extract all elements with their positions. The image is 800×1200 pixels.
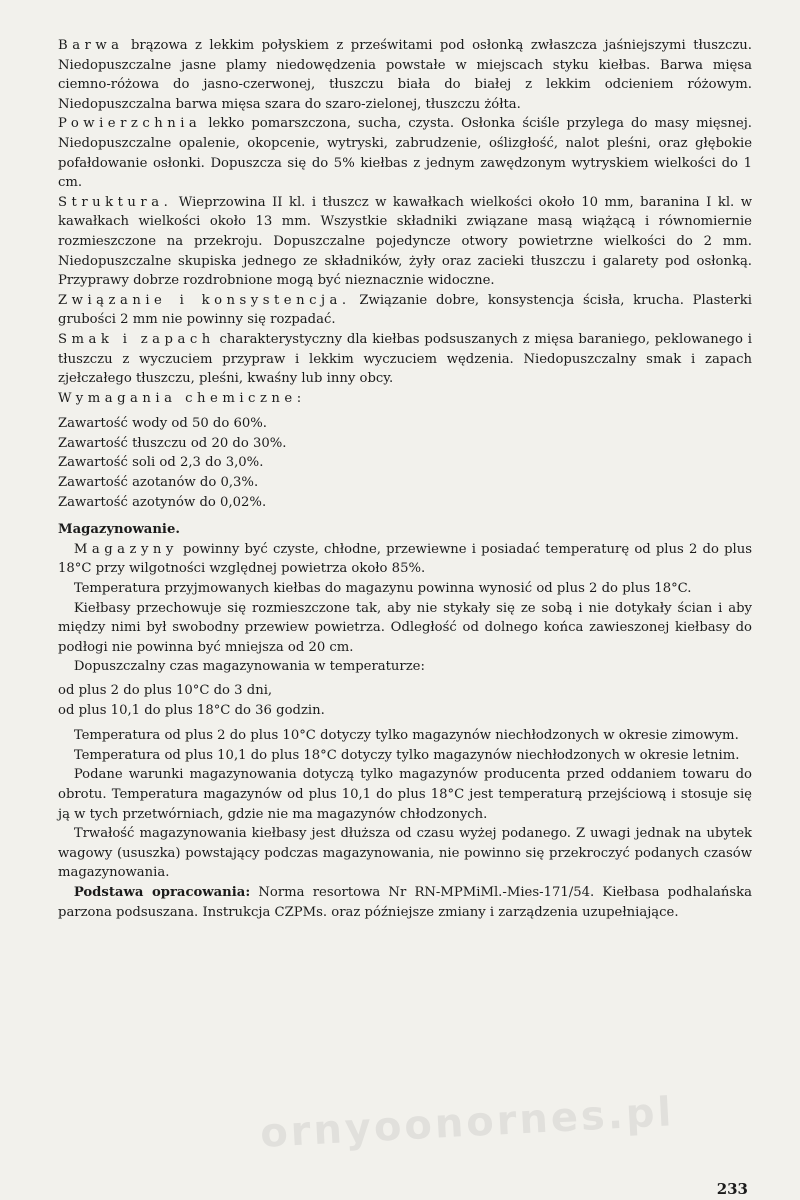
section-struktura xyxy=(58,193,752,291)
section-lead: Powierzchnia xyxy=(58,116,202,132)
section-barwa xyxy=(58,36,752,114)
chemical-heading: Wymagania chemiczne: xyxy=(58,390,306,406)
storage-time-list xyxy=(58,681,752,720)
section-text: brązowa z lekkim połyskiem z prześwitami pod osłonką zwłaszcza jaśniejszymi tłuszczu. Niedopuszczalne jasne plamy niedowędzenia powstałe w miejscach styku kiełbas. Barwa mięsa ciemno-różowa do jasno-czerwonej, tłuszczu biała do białej z lekkim odcieniem różowym. Niedopuszczalna barwa mięsa szara do szaro-zielonej, tłuszczu żółta. xyxy=(58,38,752,112)
list-item: Zawartość tłuszczu od 20 do 30%. xyxy=(58,435,287,451)
list-item: Zawartość azotanów do 0,3%. xyxy=(58,475,259,491)
storage-paragraph: Temperatura od plus 2 do plus 10°C dotyczy tylko magazynów niechłodzonych w okresie zimowym. xyxy=(73,728,739,744)
section-text: lekko pomarszczona, sucha, czysta. Osłonka ściśle przylega do masy mięsnej. Niedopuszczalne opalenie, okopcenie, wytryski, zabrudzenie, oślizgłość, nalot pleśni, oraz głębokie pofałdowanie osłonki. Dopuszcza się do 5% kiełbas z jednym zawędzonym wytryskiem wielkości do 1 cm. xyxy=(58,116,752,191)
chemical-list xyxy=(58,414,752,512)
section-smak xyxy=(58,330,752,389)
storage-paragraph: Temperatura przyjmowanych kiełbas do magazynu powinna wynosić od plus 2 do plus 18°C. xyxy=(73,581,692,597)
storage-paragraph xyxy=(58,540,752,579)
watermark: ornyoonornes.pl xyxy=(259,1089,676,1157)
storage-lead: Magazyny xyxy=(73,541,178,557)
list-item: Zawartość wody od 50 do 60%. xyxy=(58,416,267,432)
storage-paragraph: Podane warunki magazynowania dotyczą tylko magazynów producenta przed oddaniem towaru do obrotu. Temperatura magazynów od plus 10,1 do plus 18°C jest temperaturą przejściową i stosuje się ją w tych przetwórniach, gdzie nie ma magazynów chłodzonych. xyxy=(58,767,752,822)
section-lead: Związanie i konsystencja. xyxy=(58,292,351,308)
section-powierzchnia xyxy=(58,114,752,192)
section-text: Wieprzowina II kl. i tłuszcz w kawałkach wielkości około 10 mm, baranina I kl. w kawałkach wielkości około 13 mm. Wszystkie składniki związane masą wiążącą i równomiernie rozmieszczone na przekroju. Dopuszczalne pojedyncze otwory powietrzne wielkości do 2 mm. Niedopuszczalne skupiska jednego ze składników, żyły oraz zacieki tłuszczu i galarety pod osłonką. Przyprawy dobrze rozdrobnione mogą być nieznacznie widoczne. xyxy=(58,194,752,289)
storage-paragraph: Kiełbasy przechowuje się rozmieszczone tak, aby nie stykały się ze sobą i nie dotykały ścian i aby między nimi był swobodny przewiew powietrza. Odległość od dolnego końca zawieszonej kiełbasy do podłogi nie powinna być mniejsza od 20 cm. xyxy=(58,600,752,655)
storage-time-intro: Dopuszczalny czas magazynowania w temperaturze: xyxy=(73,659,425,675)
source-note xyxy=(58,883,752,922)
page-number: 233 xyxy=(716,1180,748,1198)
section-lead: Barwa xyxy=(58,38,124,53)
list-item: od plus 2 do plus 10°C do 3 dni, xyxy=(58,683,273,698)
storage-paragraph: Trwałość magazynowania kiełbasy jest dłuższa od czasu wyżej podanego. Z uwagi jednak na ubytek wagowy (ususzka) powstający podczas magazynowania, nie powinno się przekroczyć podanych czasów magazynowania. xyxy=(58,826,752,881)
list-item: Zawartość azotynów do 0,02%. xyxy=(58,494,267,510)
storage-paragraph: Temperatura od plus 10,1 do plus 18°C dotyczy tylko magazynów niechłodzonych w okresie letnim. xyxy=(73,747,740,763)
section-text: Związanie dobre, konsystencja ścisła, krucha. Plasterki grubości 2 mm nie powinny się rozpadać. xyxy=(58,292,752,328)
storage-text: powinny być czyste, chłodne, przewiewne i posiadać temperaturę od plus 2 do plus 18°C przy wilgotności względnej powietrza około 85%. xyxy=(58,541,752,577)
source-label: Podstawa opracowania: xyxy=(73,884,251,900)
section-lead: Struktura. xyxy=(58,194,173,210)
source-text: Norma resortowa Nr RN-MPMiMl.-Mies-171/54. Kiełbasa podhalańska parzona podsuszana. Instrukcja CZPMs. oraz późniejsze zmiany i zarządzenia uzupełniające. xyxy=(58,884,752,920)
section-text: charakterystyczny dla kiełbas podsuszanych z mięsa baraniego, peklowanego i tłuszczu z wyczuciem przypraw i lekkim wyczuciem wędzenia. Niedopuszczalny smak i zapach zjełczałego tłuszczu, pleśni, kwaśny lub inny obcy. xyxy=(58,331,752,387)
storage-heading: Magazynowanie. xyxy=(58,522,180,538)
section-lead: Smak i zapach xyxy=(58,331,215,347)
section-konsystencja xyxy=(58,291,752,330)
list-item: od plus 10,1 do plus 18°C do 36 godzin. xyxy=(58,702,325,718)
list-item: Zawartość soli od 2,3 do 3,0%. xyxy=(58,455,264,471)
document-page xyxy=(58,36,752,922)
